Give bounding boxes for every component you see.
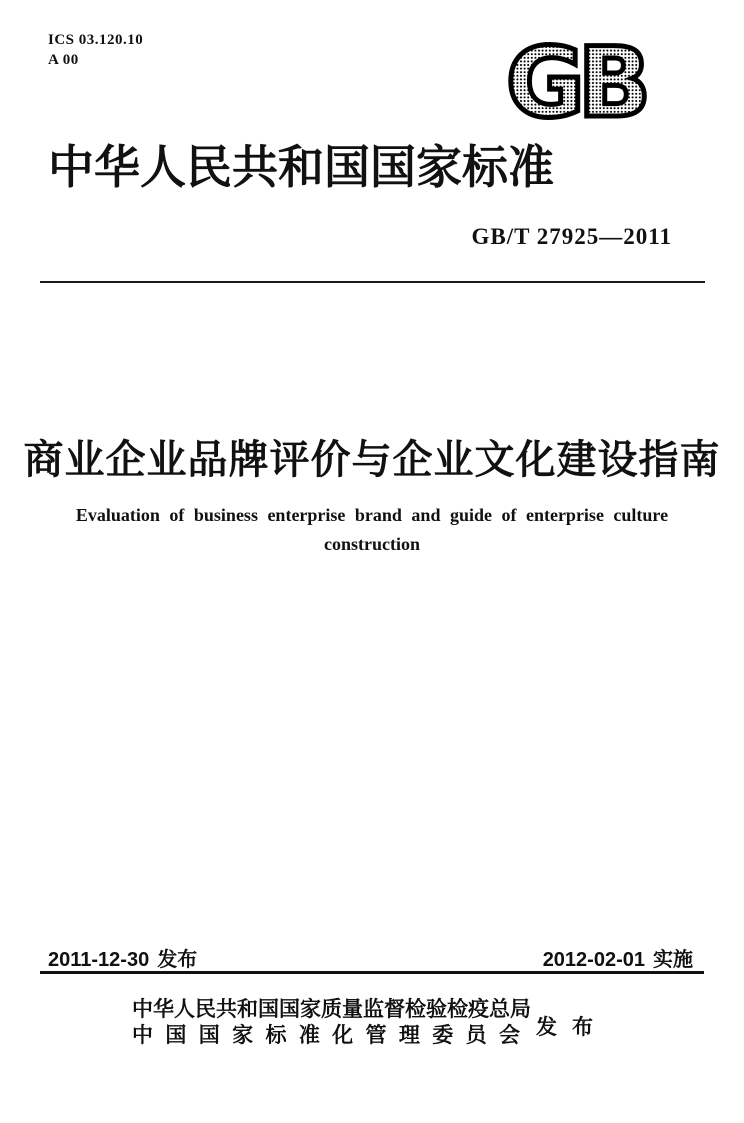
- national-standard-heading: 中华人民共和国国家标准: [48, 142, 554, 193]
- document-title-en-line1: Evaluation of business enterprise brand and guide of enterprise culture: [75, 505, 669, 525]
- document-title-en-line2: construction: [324, 534, 420, 554]
- issue-date-pair: [48, 943, 197, 972]
- top-divider: [40, 281, 705, 283]
- document-title-zh: 商业企业品牌评价与企业文化建设指南: [23, 438, 721, 482]
- document-title-en: [0, 501, 744, 559]
- gb-logo-text: GB: [506, 38, 644, 126]
- issue-date: 2011-12-30: [48, 949, 150, 971]
- publish-label: 发布: [536, 1016, 608, 1039]
- classification-code: A 00: [48, 52, 79, 68]
- issuer-line1: 中华人民共和国国家质量监督检验检疫总局: [132, 998, 531, 1021]
- issuer-block: [132, 997, 531, 1049]
- implement-label: 实施: [653, 949, 693, 971]
- bottom-divider: [40, 971, 704, 974]
- ics-code: ICS 03.120.10: [48, 32, 144, 48]
- gb-logo-icon: [494, 38, 656, 126]
- implement-date-pair: [543, 943, 693, 972]
- dates-row: [48, 943, 693, 972]
- issuer-line2: 中国国家标准化管理委员会: [132, 1024, 520, 1047]
- implement-date: 2012-02-01: [542, 949, 645, 971]
- standard-number: GB/T 27925—2011: [471, 224, 672, 249]
- ics-block: [48, 30, 143, 70]
- issue-label: 发布: [157, 949, 198, 971]
